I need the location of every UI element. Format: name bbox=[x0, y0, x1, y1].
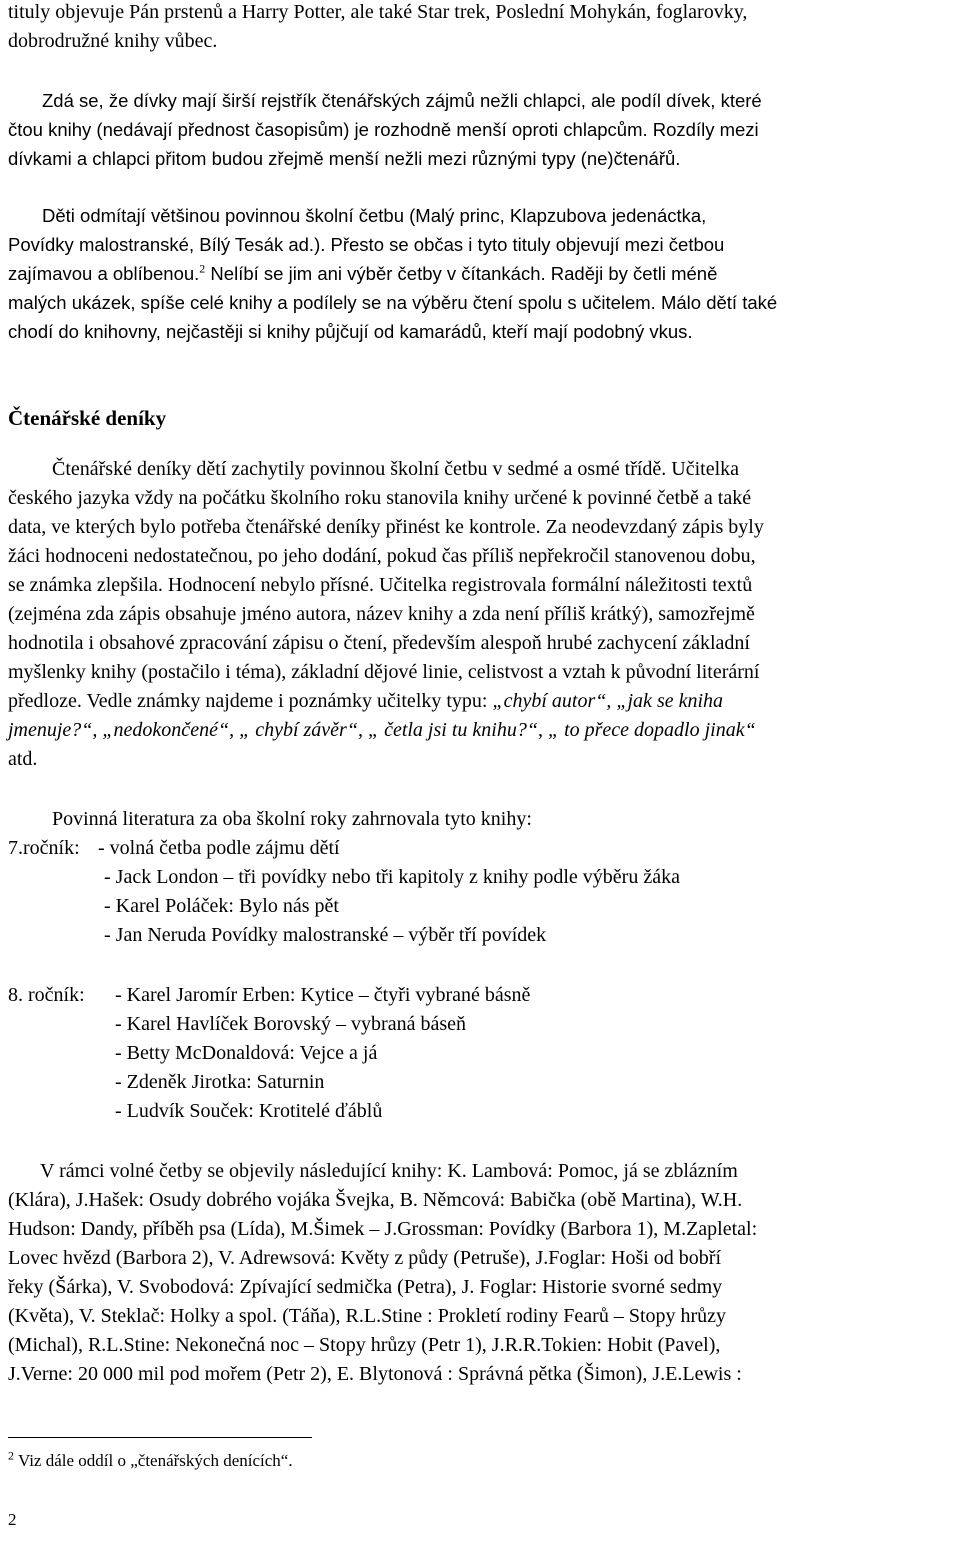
paragraph-3-line-3b: Nelíbí se jim ani výběr četby v čítankách. Raději by četli méně bbox=[205, 263, 718, 284]
paragraph-5-line-7: (Michal), R.L.Stine: Nekonečná noc – Stopy hrůzy (Petr 1), J.R.R.Tokien: Hobit (Pavel), bbox=[8, 1334, 721, 1356]
paragraph-5-line-4: Lovec hvězd (Barbora 2), V. Adrewsová: Květy z půdy (Petruše), J.Foglar: Hoši od bobří bbox=[8, 1247, 722, 1269]
grade-7-label: 7.ročník: bbox=[8, 837, 80, 859]
paragraph-2-line-1: Zdá se, že dívky mají širší rejstřík čtenářských zájmů nežli chlapci, ale podíl dívek, které bbox=[42, 90, 762, 111]
paragraph-3-line-2 bbox=[8, 230, 724, 260]
grade-7-item: - Karel Poláček: Bylo nás pět bbox=[104, 895, 339, 917]
paragraph-3-line-2a: Povídky malostranské, Bílý Tesák ad.). bbox=[8, 234, 331, 255]
paragraph-3-line-3 bbox=[8, 259, 717, 289]
footnote-number: 2 bbox=[8, 1448, 14, 1463]
footnote bbox=[8, 1446, 293, 1475]
paragraph-4-line-9 bbox=[8, 687, 723, 716]
paragraph-5-line-8: J.Verne: 20 000 mil pod mořem (Petr 2), E. Blytonová : Správná pětka (Šimon), J.E.Lewis : bbox=[8, 1363, 742, 1385]
teacher-notes-quote-2: jmenuje?“, „nedokončené“, „ chybí závěr“, „ četla jsi tu knihu?“, „ to přece dopadlo jinak“ bbox=[8, 719, 756, 741]
paragraph-4-line-7: hodnotila i obsahové zpracování zápisu o čtení, především alespoň hrubé zachycení základní bbox=[8, 632, 750, 654]
grade-8-item: - Karel Havlíček Borovský – vybraná báseň bbox=[115, 1013, 466, 1035]
paragraph-4-line-3: data, ve kterých bylo potřeba čtenářské deníky přinést ke kontrole. Za neodevzdaný zápis byly bbox=[8, 516, 764, 538]
grade-7-item: - Jan Neruda Povídky malostranské – výběr tří povídek bbox=[104, 924, 547, 946]
paragraph-3-line-3a: zajímavou a oblíbenou. bbox=[8, 263, 200, 284]
paragraph-3-line-1: Děti odmítají většinou povinnou školní četbu (Malý princ, Klapzubova jedenáctka, bbox=[42, 205, 707, 226]
paragraph-5-line-2: (Klára), J.Hašek: Osudy dobrého vojáka Švejka, B. Němcová: Babička (obě Martina), W.H. bbox=[8, 1189, 743, 1211]
paragraph-4-line-5: se známka zlepšila. Hodnocení nebylo přísné. Učitelka registrovala formální náležitosti textů bbox=[8, 574, 753, 596]
paragraph-1-line-2: dobrodružné knihy vůbec. bbox=[8, 30, 218, 52]
footnote-separator bbox=[8, 1437, 312, 1438]
paragraph-4-line-8: myšlenky knihy (postačilo i téma), základní dějové linie, celistvost a vztah k původní literární bbox=[8, 661, 760, 683]
paragraph-4-line-11: atd. bbox=[8, 748, 38, 770]
reading-list-intro: Povinná literatura za oba školní roky zahrnovala tyto knihy: bbox=[52, 808, 532, 830]
paragraph-4-line-4: žáci hodnoceni nedostatečnou, po jeho dodání, pokud čas příliš nepřekročil stanovenou dobu, bbox=[8, 545, 756, 567]
grade-8-item: - Ludvík Souček: Krotitelé ďáblů bbox=[115, 1100, 383, 1122]
paragraph-4-line-1: Čtenářské deníky dětí zachytily povinnou školní četbu v sedmé a osmé třídě. Učitelka bbox=[52, 458, 740, 480]
teacher-notes-quote-1: „chybí autor“, „jak se kniha bbox=[492, 690, 724, 712]
paragraph-4-line-2: českého jazyka vždy na počátku školního roku stanovila knihy určené k povinné četbě a také bbox=[8, 487, 752, 509]
paragraph-4-line-10 bbox=[8, 716, 756, 745]
paragraph-4-line-6: (zejména zda zápis obsahuje jméno autora, název knihy a zda není příliš krátký), samozřejmě bbox=[8, 603, 755, 625]
grade-7-item: - Jack London – tři povídky nebo tři kapitoly z knihy podle výběru žáka bbox=[104, 866, 680, 888]
grade-8-item: - Karel Jaromír Erben: Kytice – čtyři vybrané básně bbox=[115, 984, 531, 1006]
page-number: 2 bbox=[8, 1510, 17, 1529]
paragraph-2-line-3: dívkami a chlapci přitom budou zřejmě menší nežli mezi různými typy (ne)čtenářů. bbox=[8, 148, 681, 169]
paragraph-5-line-5: řeky (Šárka), V. Svobodová: Zpívající sedmička (Petra), J. Foglar: Historie svorné sedmy bbox=[8, 1276, 723, 1298]
grade-8-label: 8. ročník: bbox=[8, 984, 85, 1006]
footnote-text: Viz dále oddíl o „čtenářských denících“. bbox=[14, 1451, 293, 1470]
grade-7-item: - volná četba podle zájmu dětí bbox=[98, 837, 340, 859]
paragraph-3-line-4: malých ukázek, spíše celé knihy a podílely se na výběru čtení spolu s učitelem. Málo dětí také bbox=[8, 292, 778, 313]
paragraph-3-line-2b: Přesto se občas i tyto tituly objevují mezi četbou bbox=[330, 234, 725, 255]
grade-8-item: - Zdeněk Jirotka: Saturnin bbox=[115, 1071, 325, 1093]
grade-8-item: - Betty McDonaldová: Vejce a já bbox=[115, 1042, 378, 1064]
paragraph-2-line-2: čtou knihy (nedávají přednost časopisům) je rozhodně menší oproti chlapcům. Rozdíly mezi bbox=[8, 119, 759, 140]
paragraph-1-line-1: tituly objevuje Pán prstenů a Harry Potter, ale také Star trek, Poslední Mohykán, foglarovky, bbox=[8, 1, 748, 23]
paragraph-4-line-9a: předloze. Vedle známky najdeme i poznámky učitelky typu: bbox=[8, 690, 493, 712]
paragraph-5-line-3: Hudson: Dandy, příběh psa (Lída), M.Šimek – J.Grossman: Povídky (Barbora 1), M.Zapletal: bbox=[8, 1218, 758, 1240]
paragraph-5-line-6: (Květa), V. Steklač: Holky a spol. (Táňa), R.L.Stine : Prokletí rodiny Fearů – Stopy hrůzy bbox=[8, 1305, 727, 1327]
footnote-reference[interactable]: 2 bbox=[199, 261, 206, 276]
paragraph-3-line-5: chodí do knihovny, nejčastěji si knihy půjčují od kamarádů, kteří mají podobný vkus. bbox=[8, 321, 693, 342]
section-heading: Čtenářské deníky bbox=[8, 406, 167, 430]
paragraph-5-line-1: V rámci volné četby se objevily následující knihy: K. Lambová: Pomoc, já se zblázním bbox=[40, 1160, 738, 1182]
